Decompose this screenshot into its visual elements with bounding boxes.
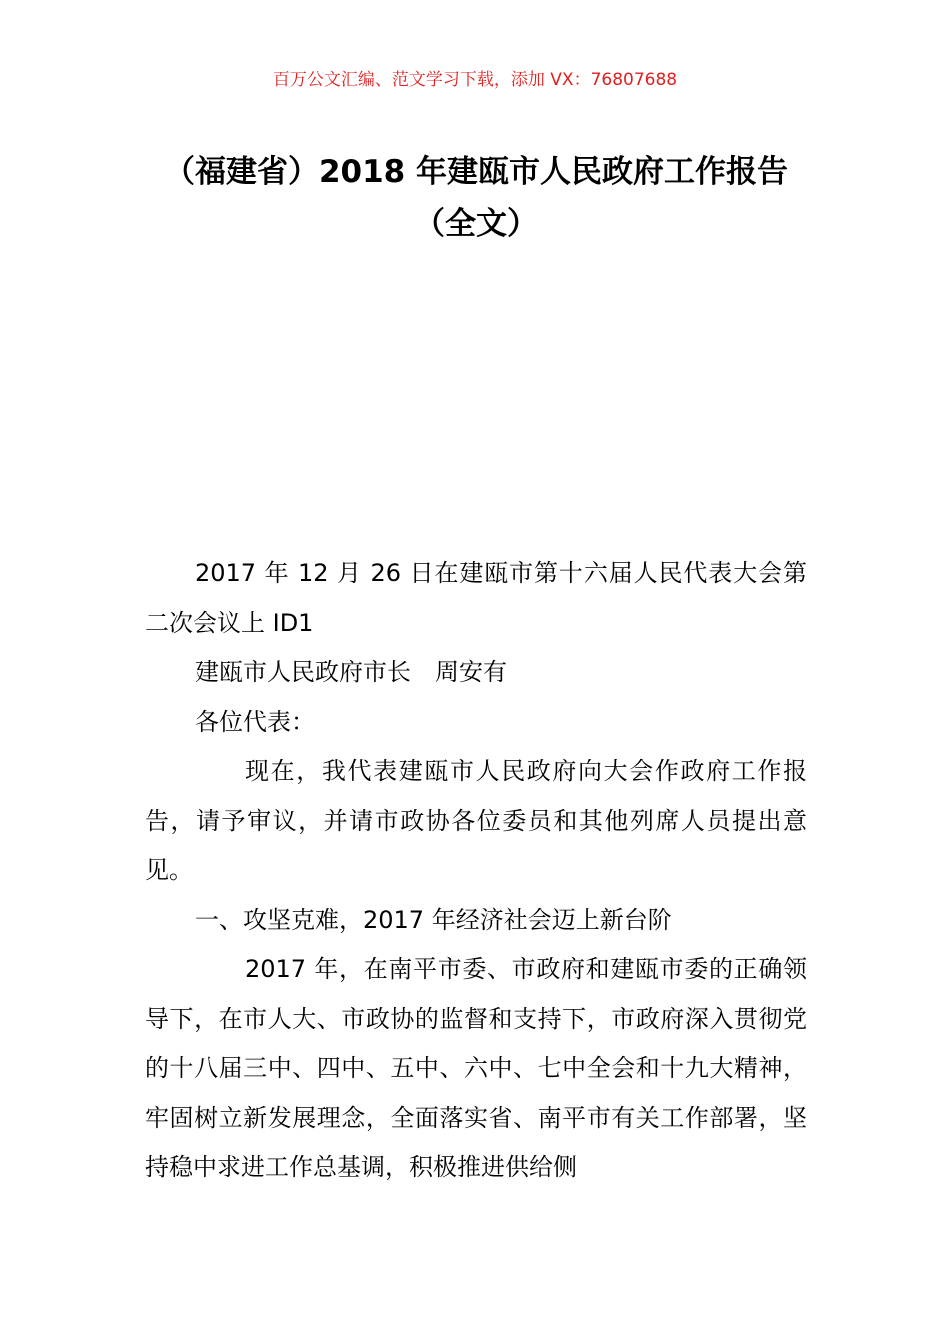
document-body xyxy=(145,549,807,1193)
promo-banner: 百万公文汇编、范文学习下载，添加 VX：76807688 xyxy=(272,70,678,90)
meeting-info-paragraph: 2017 年 12 月 26 日在建瓯市第十六届人民代表大会第二次会议上 ID1 xyxy=(145,559,807,637)
speaker-line: 建瓯市人民政府市长 周安有 xyxy=(195,658,507,686)
section-heading: 一、攻坚克难，2017 年经济社会迈上新台阶 xyxy=(195,905,672,934)
salutation: 各位代表： xyxy=(195,707,315,736)
document-title: （福建省）2018 年建瓯市人民政府工作报告（全文） xyxy=(163,154,789,242)
body-paragraph: 2017 年，在南平市委、市政府和建瓯市委的正确领导下，在市人大、市政协的监督和支持下，市政府深入贯彻党的十八届三中、四中、五中、六中、七中全会和十九大精神，牢固树立新发展理念，全面落实省、南平市有关工作部署，坚持稳中求进工作总基调，积极推进供给侧 xyxy=(145,955,807,1181)
intro-paragraph: 现在，我代表建瓯市人民政府向大会作政府工作报告，请予审议，并请市政协各位委员和其他列席人员提出意见。 xyxy=(145,757,807,884)
